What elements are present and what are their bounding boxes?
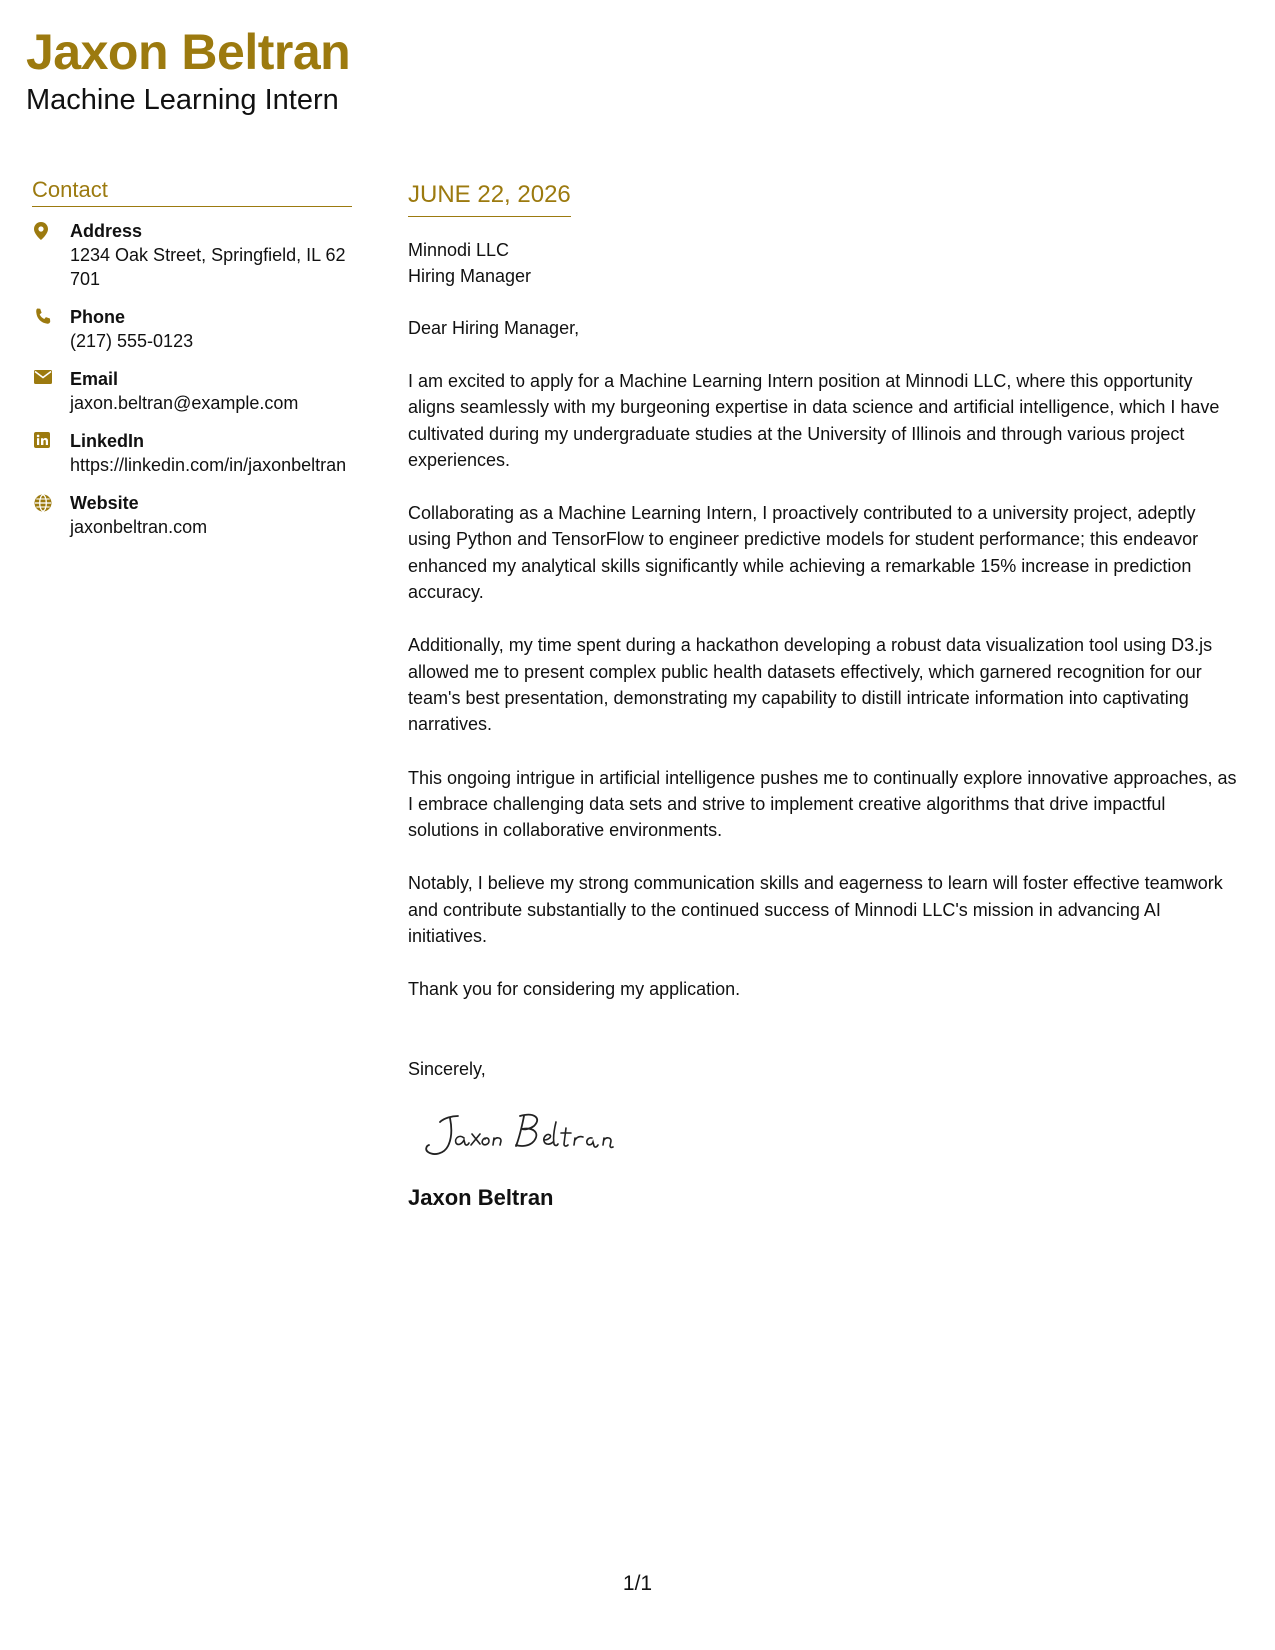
salutation: Dear Hiring Manager, <box>408 318 580 338</box>
contact-label: LinkedIn <box>70 431 145 451</box>
letter-paragraph: Thank you for considering my application. <box>408 979 741 1000</box>
handwritten-signature <box>420 1102 1240 1162</box>
applicant-title: Machine Learning Intern <box>26 84 339 116</box>
contact-sidebar <box>32 176 352 553</box>
map-pin-icon <box>32 219 70 240</box>
header <box>26 22 350 118</box>
linkedin-value[interactable]: https://linkedin.com/in/jaxonbeltran <box>70 455 347 475</box>
contact-label: Email <box>70 369 119 389</box>
letter-paragraph: Notably, I believe my strong communication skills and eagerness to learn will foster effective teamwork and contribute substantially to the continued success of Minnodi LLC's mission in advancing AI initiatives. <box>408 873 1223 947</box>
letter-paragraph: This ongoing intrigue in artificial intelligence pushes me to continually explore innovative approaches, as I embrace challenging data sets and strive to implement creative algorithms that drive impactful solutions in collaborative environments. <box>408 767 1237 841</box>
contact-label: Website <box>70 493 139 513</box>
contact-label: Address <box>70 221 143 241</box>
contact-item-address <box>32 219 352 291</box>
contact-item-linkedin <box>32 429 352 477</box>
closing: Sincerely, <box>408 1058 486 1079</box>
contact-item-email <box>32 367 352 415</box>
letter-body <box>408 180 1240 1212</box>
contact-item-phone <box>32 305 352 353</box>
website-value[interactable]: jaxonbeltran.com <box>70 517 208 537</box>
recipient-title: Hiring Manager <box>408 266 532 286</box>
globe-icon <box>32 491 70 512</box>
letter-paragraph: I am excited to apply for a Machine Learning Intern position at Minnodi LLC, where this opportunity aligns seamlessly with my burgeoning expertise in data science and artificial intelligence, which I have cultivated during my undergraduate studies at the University of Illinois and through various project experiences. <box>408 371 1220 470</box>
letter-paragraph: Collaborating as a Machine Learning Intern, I proactively contributed to a university project, adeptly using Python and TensorFlow to engineer predictive models for student performance; this endeavor enhanced my analytical skills significantly while achieving a remarkable 15% increase in prediction accuracy. <box>408 503 1199 603</box>
phone-icon <box>32 305 70 326</box>
contact-section-title: Contact <box>32 176 352 207</box>
phone-value: (217) 555-0123 <box>70 331 194 351</box>
recipient-company: Minnodi LLC <box>408 240 510 260</box>
letter-paragraph: Additionally, my time spent during a hackathon developing a robust data visualization tool using D3.js allowed me to present complex public health datasets effectively, which garnered recognition for our team's best presentation, demonstrating my capability to distill intricate information into captivating narratives. <box>408 635 1213 735</box>
contact-label: Phone <box>70 307 126 327</box>
recipient-block <box>408 237 1240 289</box>
address-value: 1234 Oak Street, Springfield, IL 62701 <box>70 245 346 289</box>
letter-date: JUNE 22, 2026 <box>408 180 571 217</box>
signer-name: Jaxon Beltran <box>408 1184 554 1210</box>
applicant-name: Jaxon Beltran <box>26 24 351 80</box>
email-value[interactable]: jaxon.beltran@example.com <box>70 393 299 413</box>
linkedin-icon <box>32 429 70 448</box>
contact-item-website <box>32 491 352 539</box>
page-number: 1/1 <box>622 1572 653 1595</box>
envelope-icon <box>32 367 70 384</box>
